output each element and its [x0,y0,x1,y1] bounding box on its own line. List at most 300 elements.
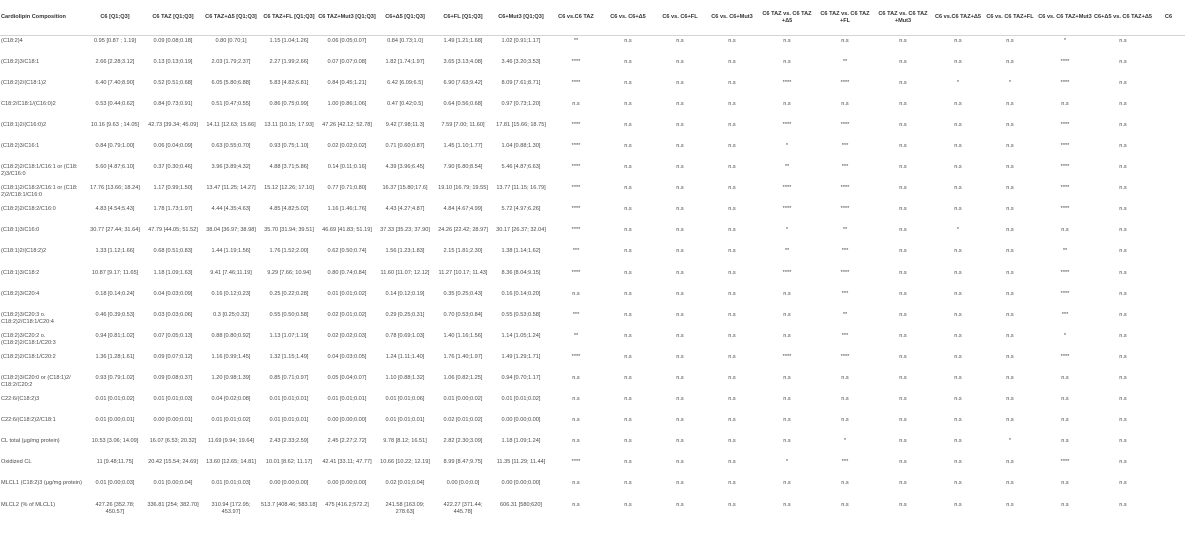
significance-cell: n.s [676,79,684,86]
row-label-cell: (C18:1)3/C18:2 [1,269,40,276]
table-row [0,436,1185,457]
column-header: C6 [1164,14,1173,20]
value-cell: 16.07 [6.53; 20.32] [149,438,197,445]
significance-cell: n.s [1119,459,1127,466]
value-cell: 0.00 [0.00;0.00] [327,417,367,424]
value-cell: 0.84 [0.45;1.21] [327,79,367,86]
table-row [0,78,1185,99]
significance-cell: n.s [899,438,907,445]
significance-cell: n.s [572,100,580,107]
value-cell: 1.49 [1.21;1.68] [443,38,483,44]
value-cell: 1.76 [1.52;2.00] [269,248,309,255]
significance-cell: n.s [624,332,632,339]
value-cell: 0.02 [0.02;0.02] [327,142,367,149]
value-cell: 0.86 [0.75;0.99] [269,100,309,107]
significance-cell: ** [784,248,790,255]
significance-cell [1152,141,1185,162]
significance-cell: n.s [728,417,736,424]
significance-cell: n.s [1006,164,1014,171]
significance-cell: n.s [1006,227,1014,234]
significance-cell: n.s [1006,290,1014,297]
value-cell: 0.63 [0.55;0.70] [211,142,251,149]
significance-cell: n.s [676,100,684,107]
table-row [0,352,1185,373]
significance-cell: n.s [1119,332,1127,339]
significance-cell: n.s [1119,227,1127,234]
significance-cell: n.s [954,480,962,487]
significance-cell: n.s [1119,142,1127,149]
significance-cell: n.s [1119,58,1127,65]
value-cell: 8.09 [7.61;8.71] [501,79,541,86]
significance-cell: n.s [899,100,907,107]
significance-cell: n.s [899,58,907,65]
row-label-cell: (C18:2)3/C20:0 or (C18:1)2/ C18:2/C20:2 [1,375,71,388]
row-label-cell: C18:2/C18:1/(C16:0)2 [1,100,56,107]
significance-cell: n.s [1119,480,1127,487]
significance-cell: n.s [624,121,632,128]
significance-cell: n.s [899,290,907,297]
significance-cell: n.s [624,185,632,192]
value-cell: 1.15 [1.04;1.26] [269,38,309,44]
value-cell: 0.80 [0.74;0.84] [327,269,367,276]
value-cell: 0.06 [0.04;0.09] [153,142,193,149]
value-cell: 0.52 [0.51;0.68] [153,79,193,86]
table-row [0,289,1185,310]
column-header: C6 vs. C6 TAZ+FL [986,14,1034,20]
value-cell: 1.49 [1.29;1.71] [501,353,541,360]
row-label-cell: MLCL1 (C18:2)3 (μg/mg protein) [1,480,82,487]
significance-cell: **** [782,206,792,213]
value-cell: 0.09 [0.07;0.12] [153,353,193,360]
value-cell: 0.01 [0.01;0.02] [95,396,135,403]
significance-cell: **** [571,227,581,234]
significance-cell: n.s [841,501,849,508]
significance-cell: n.s [1006,100,1014,107]
value-cell: 42.73 [39.34; 45.09] [148,121,198,128]
value-cell: 4.88 [3.71;5.86] [269,164,309,171]
significance-cell: n.s [899,185,907,192]
value-cell: 9.29 [7.66; 10.94] [267,269,311,276]
column-header: C6 vs. C6 TAZ+Mut3 [1038,14,1092,20]
significance-cell: n.s [572,501,580,508]
significance-cell [1152,204,1185,225]
significance-cell: n.s [1006,38,1014,44]
value-cell: 1.38 [1.14;1.62] [501,248,541,255]
significance-cell: n.s [1006,480,1014,487]
value-cell: 24.26 [22.42; 28.97] [438,227,488,234]
significance-cell: n.s [624,269,632,276]
significance-cell [1152,394,1185,415]
significance-cell: n.s [1119,438,1127,445]
table-row [0,57,1185,78]
value-cell: 2.03 [1.79;2.37] [211,58,251,65]
significance-cell: n.s [899,248,907,255]
significance-cell: n.s [676,459,684,466]
value-cell: 5.60 [4.87;6.10] [95,164,135,171]
significance-cell: **** [782,185,792,192]
significance-cell: n.s [728,121,736,128]
significance-cell: n.s [676,269,684,276]
significance-cell: n.s [1119,269,1127,276]
significance-cell: n.s [728,58,736,65]
significance-cell: **** [840,206,850,213]
significance-cell [1152,500,1185,521]
significance-cell: n.s [899,121,907,128]
significance-cell: n.s [676,311,684,318]
column-header: C6 TAZ vs. C6 TAZ +Mut3 [878,10,928,24]
column-header: C6 TAZ vs. C6 TAZ +FL [820,10,870,24]
value-cell: 1.13 [1.07;1.19] [269,332,309,339]
significance-cell [1152,478,1185,499]
significance-cell: * [843,438,847,445]
significance-cell: n.s [783,100,791,107]
row-label-cell: (C18:2)3/C20:2 o. (C18:2)2/C18:1/C20:3 [1,332,56,346]
significance-cell: n.s [841,100,849,107]
table-row [0,394,1185,415]
significance-cell: n.s [572,396,580,403]
significance-cell: n.s [1119,206,1127,213]
significance-cell: n.s [1119,501,1127,508]
row-label-cell: (C18:2)3/C16:1 [1,142,40,149]
value-cell: 46.69 [41.83; 51.19] [322,227,372,234]
significance-cell [1152,352,1185,373]
value-cell: 47.79 [44.05; 51.52] [148,227,198,234]
significance-cell: n.s [624,100,632,107]
significance-cell: n.s [676,142,684,149]
significance-cell: n.s [676,375,684,381]
value-cell: 6.42 [6.09;6.5] [387,79,423,86]
value-cell: 1.32 [1.15;1.49] [269,353,309,360]
significance-cell: n.s [783,290,791,297]
significance-cell: n.s [954,332,962,339]
significance-cell: n.s [624,79,632,86]
value-cell: 0.78 [0.69;1.03] [385,332,425,339]
value-cell: 4.44 [4.35;4.63] [211,206,251,213]
value-cell: 0.02 [0.02;0.03] [327,332,367,339]
significance-cell: n.s [624,142,632,149]
table-row [0,246,1185,267]
value-cell: 7.90 [6.80;8.54] [443,164,483,171]
significance-cell: n.s [1119,375,1127,381]
row-label-cell: (C18:2)3/C20:4 [1,290,40,297]
significance-cell: * [1008,79,1012,86]
significance-cell: *** [841,332,849,339]
column-header: C6 TAZ+FL [Q1;Q3] [263,14,315,20]
significance-cell: n.s [1119,38,1127,44]
value-cell: 20.42 [15.54; 24.69] [148,459,198,466]
significance-cell: n.s [572,375,580,381]
significance-cell: **** [782,121,792,128]
value-cell: 16.37 [15.80;17.6] [382,185,428,192]
value-cell: 0.16 [0.14;0.20] [501,290,541,297]
significance-cell: n.s [954,206,962,213]
value-cell: 5.46 [4.87;6.63] [501,164,541,171]
value-cell: 0.07 [0.07;0.08] [327,58,367,65]
significance-cell: * [785,142,789,149]
value-cell: 1.24 [1.11;1.40] [385,353,425,360]
value-cell: 4.85 [4.82;5.02] [269,206,309,213]
significance-cell: n.s [1119,417,1127,424]
value-cell: 1.17 [0.99;1.50] [153,185,193,192]
significance-cell: **** [1060,164,1070,171]
row-label-cell: (C18:1)2/(C16:0)2 [1,121,47,128]
value-cell: 1.33 [1.12;1.66] [95,248,135,255]
significance-cell [1152,310,1185,331]
value-cell: 0.01 [0.01;0.02] [501,396,541,403]
significance-cell [1152,120,1185,141]
value-cell: 0.01 [0.01;0.02] [211,417,251,424]
value-cell: 1.76 [1.40;1.97] [443,353,483,360]
significance-cell: * [1063,38,1067,44]
value-cell: 9.42 [7.98;11.3] [385,121,425,128]
row-label-cell: C22:6/(C18:2)3 [1,396,40,403]
column-header: C6 [Q1;Q3] [100,14,130,20]
significance-cell [1152,36,1185,57]
row-label-cell: C22:6/(C18:2)2/C18:1 [1,417,56,424]
significance-cell: n.s [728,185,736,192]
value-cell: 0.94 [0.81;1.02] [95,332,135,339]
significance-cell: n.s [1006,269,1014,276]
significance-cell: n.s [728,375,736,381]
significance-cell: n.s [899,480,907,487]
value-cell: 0.09 [0.08;0.18] [153,38,193,44]
significance-cell: **** [1060,290,1070,297]
significance-cell: n.s [1006,58,1014,65]
value-cell: 0.00 [0.00;0.00] [269,480,309,487]
significance-cell: **** [571,58,581,65]
significance-cell: n.s [624,227,632,234]
significance-cell: ** [842,58,848,65]
value-cell: 0.02 [0.01;0.02] [443,417,483,424]
significance-cell: n.s [1061,438,1069,445]
column-header: C6+Δ5 vs. C6 TAZ+Δ5 [1094,14,1152,20]
significance-cell: n.s [1006,375,1014,381]
value-cell: 0.62 [0.50;0.74] [327,248,367,255]
value-cell: 0.01 [0.01;0.02] [327,290,367,297]
column-header: C6 vs.C6 TAZ [558,14,594,20]
significance-cell: n.s [728,100,736,107]
value-cell: 11.60 [11.07; 12.12] [380,269,430,276]
table-row [0,225,1185,246]
significance-cell: n.s [728,79,736,86]
significance-cell: n.s [676,480,684,487]
value-cell: 1.10 [0.88;1.32] [385,375,425,381]
value-cell: 0.00 [0.00;0.01] [153,417,193,424]
table-header-row [0,0,1185,36]
value-cell: 0.35 [0.25;0.43] [443,290,483,297]
significance-cell: n.s [954,185,962,192]
significance-cell: n.s [572,438,580,445]
significance-cell: n.s [676,227,684,234]
value-cell: 0.85 [0.71;0.97] [269,375,309,381]
value-cell: 0.70 [0.53;0.84] [443,311,483,318]
significance-cell: n.s [1006,121,1014,128]
value-cell: 1.06 [0.82;1.25] [443,375,483,381]
table-row [0,478,1185,499]
significance-cell: n.s [1006,396,1014,403]
value-cell: 2.45 [2.27;2.72] [327,438,367,445]
row-label-cell: Oxidized CL [1,459,32,466]
significance-cell: n.s [783,501,791,508]
significance-cell: n.s [676,417,684,424]
significance-cell: *** [841,142,849,149]
significance-cell: n.s [899,206,907,213]
value-cell: 14.11 [12.63; 15.66] [206,121,256,128]
row-label-cell: (C18:2)4 [1,38,23,44]
significance-cell: n.s [899,417,907,424]
row-label-cell: CL total (μg/mg protein) [1,438,60,445]
significance-cell: n.s [841,396,849,403]
table-row [0,457,1185,478]
significance-cell: n.s [624,164,632,171]
significance-cell: n.s [624,438,632,445]
value-cell: 1.16 [0.99;1.45] [211,353,251,360]
value-cell: 3.96 [3.89;4.32] [211,164,251,171]
significance-cell: *** [572,248,580,255]
significance-cell: **** [1060,79,1070,86]
significance-cell: n.s [624,459,632,466]
significance-cell: n.s [1119,396,1127,403]
table-row [0,415,1185,436]
significance-cell: n.s [728,227,736,234]
value-cell: 6.05 [5.80;6.88] [211,79,251,86]
significance-cell: n.s [1006,417,1014,424]
table-row [0,141,1185,162]
value-cell: 13.77 [11.15; 16.79] [496,185,546,192]
value-cell: 0.06 [0.05;0.07] [327,38,367,44]
significance-cell: n.s [954,459,962,466]
value-cell: 3.65 [3.13;4.08] [443,58,483,65]
significance-cell: **** [840,185,850,192]
significance-cell: n.s [1119,100,1127,107]
significance-cell: *** [841,248,849,255]
value-cell: 1.40 [1.16;1.56] [443,332,483,339]
value-cell: 0.29 [0.25;0.31] [385,311,425,318]
significance-cell: n.s [954,501,962,508]
significance-cell: n.s [624,290,632,297]
significance-cell: ** [842,227,848,234]
value-cell: 0.02 [0.01;0.02] [327,311,367,318]
row-label-cell: (C18:2)2/C18:1/C20:2 [1,353,56,360]
value-cell: 0.37 [0.30;0.46] [153,164,193,171]
value-cell: 0.03 [0.03;0.06] [153,311,193,318]
value-cell: 1.20 [0.98;1.39] [211,375,251,381]
value-cell: 4.83 [4.54;5.43] [95,206,135,213]
value-cell: 1.14 [1.05;1.24] [501,332,541,339]
value-cell: 0.88 [0.80;0.92] [211,332,251,339]
significance-cell: **** [782,269,792,276]
value-cell: 10.01 [8.62; 11.17] [265,459,313,466]
row-label-cell: (C18:1)3/C16:0 [1,227,40,234]
value-cell: 0.01 [0.01;0.01] [327,396,367,403]
value-cell: 0.64 [0.56;0.68] [443,100,483,107]
significance-cell: n.s [624,38,632,44]
value-cell: 2.27 [1.99;2.66] [269,58,309,65]
value-cell: 13.60 [12.65; 14.81] [206,459,256,466]
significance-cell: **** [571,206,581,213]
row-label-cell: (C18:2)3/C20:3 o. C18:2)2/C18:1/C20:4 [1,311,54,325]
value-cell: 19.10 [16.79; 19.55] [438,185,488,192]
significance-cell: n.s [676,353,684,360]
significance-cell: **** [571,459,581,466]
value-cell: 0.05 [0.04;0.07] [327,375,367,381]
significance-cell: n.s [899,459,907,466]
value-cell: 1.78 [1.73;1.97] [153,206,193,213]
significance-cell: n.s [954,290,962,297]
significance-cell: **** [1060,142,1070,149]
significance-cell: n.s [954,38,962,44]
significance-cell: n.s [841,480,849,487]
column-header: C6 TAZ vs. C6 TAZ +Δ5 [762,10,812,24]
value-cell: 1.18 [1.09;1.24] [501,438,541,445]
value-cell: 8.99 [8.47;9.75] [443,459,483,466]
value-cell: 0.04 [0.03;0.05] [327,353,367,360]
significance-cell [1152,331,1185,352]
value-cell: 35.70 [31.94; 39.51] [264,227,314,234]
significance-cell: * [1063,332,1067,339]
value-cell: 1.44 [1.19;1.56] [211,248,251,255]
value-cell: 4.43 [4.27;4.87] [385,206,425,213]
value-cell: 0.00 [0.00;0.00] [501,417,541,424]
significance-cell: *** [841,290,849,297]
significance-cell: n.s [676,38,684,44]
significance-cell: n.s [783,396,791,403]
significance-cell: ** [784,164,790,171]
value-cell: 0.01 [0.01;0.01] [269,396,309,403]
significance-cell: n.s [728,332,736,339]
significance-cell: n.s [783,58,791,65]
value-cell: 0.97 [0.73;1.20] [501,100,541,107]
significance-cell: n.s [728,290,736,297]
significance-cell: n.s [728,164,736,171]
value-cell: 0.68 [0.51;0.83] [153,248,193,255]
table-body [0,36,1185,521]
significance-cell [1152,268,1185,289]
significance-cell: n.s [841,417,849,424]
value-cell: 42.41 [33.11; 47.77] [322,459,372,466]
value-cell: 0.53 [0.44;0.62] [95,100,135,107]
value-cell: 6.90 [7.63;9.42] [443,79,483,86]
significance-cell: n.s [1119,248,1127,255]
significance-cell: *** [841,459,849,466]
value-cell: 9.41 [7.46;11.19] [210,269,252,276]
significance-cell: n.s [1119,79,1127,86]
significance-cell: **** [571,142,581,149]
significance-cell: **** [571,185,581,192]
value-cell: 17.81 [15.66; 18.75] [496,121,546,128]
significance-cell: n.s [676,290,684,297]
value-cell: 9.78 [8.12; 16.51] [383,438,427,445]
significance-cell: n.s [728,248,736,255]
column-header: C6 vs. C6+FL [662,14,698,20]
significance-cell: n.s [728,353,736,360]
value-cell: 30.17 [26.37; 32.04] [496,227,546,234]
value-cell: 0.01 [0.00;0.03] [95,480,135,487]
significance-cell: n.s [783,38,791,44]
value-cell: 0.84 [0.73;0.91] [153,100,193,107]
significance-cell: n.s [676,438,684,445]
significance-cell: n.s [1006,459,1014,466]
significance-cell [1152,415,1185,436]
value-cell: 0.01 [0.01;0.03] [211,480,251,487]
value-cell: 422.27 [371.44; 445.78] [443,501,483,515]
significance-cell [1152,225,1185,246]
value-cell: 0.3 [0.25;0.32] [213,311,249,318]
value-cell: 0.55 [0.53;0.58] [501,311,541,318]
table-row [0,310,1185,331]
column-header: C6 vs. C6+Δ5 [610,14,646,20]
significance-cell: n.s [728,459,736,466]
